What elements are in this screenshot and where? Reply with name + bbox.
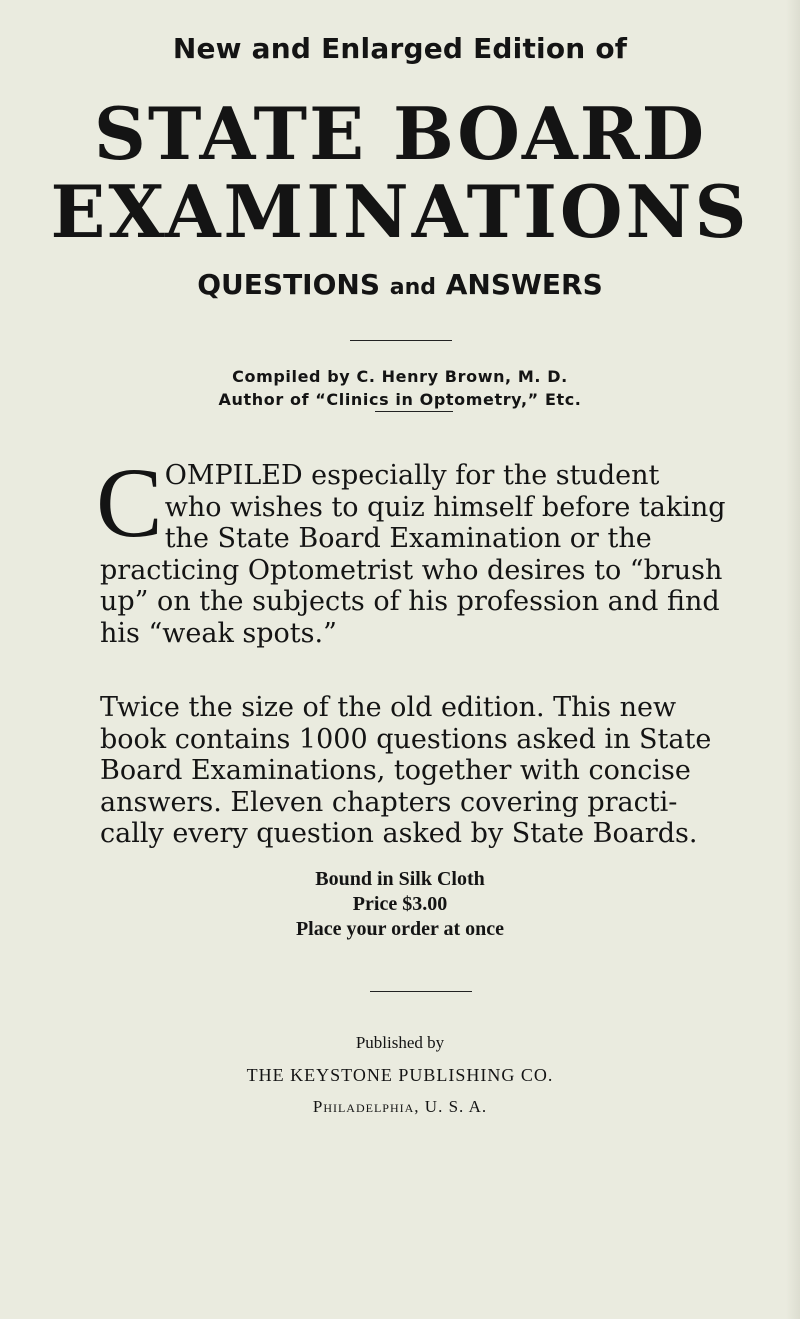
subtitle-and: and (389, 275, 436, 300)
paragraph-line: the State Board Examination or the (164, 523, 652, 554)
divider-rule (370, 991, 472, 992)
divider-rule (350, 340, 452, 341)
compiled-by-line: Compiled by C. Henry Brown, M. D. (232, 367, 568, 386)
subtitle-part-1: QUESTIONS (197, 268, 390, 301)
publisher-city: Philadelphia, U. S. A. (312, 1097, 488, 1116)
paragraph-line: answers. Eleven chapters covering practi- (100, 786, 678, 818)
published-by-label: Published by (355, 1033, 445, 1052)
subtitle (0, 268, 800, 305)
edition-line: New and Enlarged Edition of (172, 32, 628, 65)
paragraph-line: Board Examinations, together with concise (100, 755, 691, 786)
paragraph-line: book contains 1000 questions asked in State (100, 723, 712, 755)
subtitle-part-2: ANSWERS (436, 268, 603, 301)
author-of-line: Author of “Clinics in Optometry,” Etc. (218, 390, 582, 409)
description-paragraph-2 (100, 692, 755, 850)
paragraph-line: Twice the size of the old edition. This new (100, 692, 677, 723)
title-line-2: EXAMINATIONS (50, 169, 750, 254)
paragraph-line: his “weak spots.” (100, 617, 337, 649)
price-line: Price $3.00 (352, 893, 448, 915)
paragraph-line: cally every question asked by State Boards. (100, 818, 698, 849)
divider-rule (375, 411, 453, 412)
title-line-1: STATE BOARD (93, 91, 707, 176)
drop-cap-letter: C (96, 447, 163, 558)
paragraph-line: practicing Optometrist who desires to “brush (100, 554, 723, 586)
publisher-name: THE KEYSTONE PUBLISHING CO. (246, 1065, 554, 1085)
paragraph-line: OMPILED especially for the student (164, 460, 660, 491)
paragraph-line: up” on the subjects of his profession and find (100, 586, 720, 617)
paragraph-line: who wishes to quiz himself before taking (164, 491, 726, 523)
order-call-to-action: Place your order at once (295, 918, 505, 940)
description-paragraph-1 (96, 447, 755, 649)
binding-line: Bound in Silk Cloth (315, 868, 485, 890)
